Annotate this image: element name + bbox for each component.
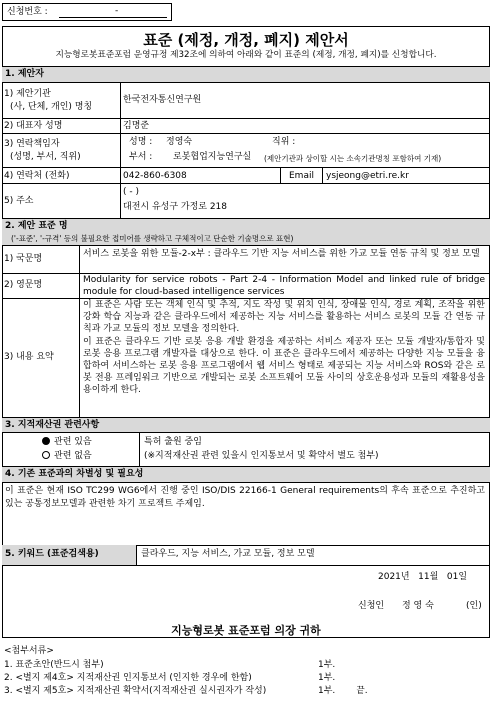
applicant-name[interactable]: 정 영 숙	[402, 601, 434, 611]
section-5-title: 5. 키워드 (표준검색용)	[5, 549, 99, 559]
radio-empty-icon[interactable]	[42, 451, 50, 459]
attachment-1-count: 1부.	[318, 660, 336, 670]
english-name-value[interactable]: Modularity for service robots - Part 2-4 - Information Model and linked rule of bridge module for cloud-based intelligence services	[83, 275, 485, 297]
content-summary-p2[interactable]: 이 표준은 클라우드 기반 로봇 응용 개발 환경을 제공하는 서비스 제공자 또는 모듈 개발자/통합자 및 로봇 응용 프로그램 개발자를 대상으로 한다. 이 표준은 클라우드에서 제공하는 다양한 지능 모듈을 융합하여 서비스하는 로봇 응용 프로그램에서 웹 서비스 형태로 제공되는 지능 서비스와 ROS와 같은 로봇 전용 프레임워크 기반으로 개발되는 로봇 소프트웨어 모듈 사이의 상호운용성과 모듈의 재활용성을 용이하게 한다.	[83, 337, 485, 395]
org-value[interactable]: 한국전자통신연구원	[123, 95, 202, 105]
applicant-label: 신청인	[358, 601, 385, 611]
org-label-1: 1) 제안기관	[4, 89, 51, 99]
contact-dept-value[interactable]: 로봇협업지능연구실	[173, 152, 252, 162]
form-title: 표준 (제정, 개정, 폐지) 제안서	[143, 31, 349, 49]
attachment-2: 2. <별지 제4호> 지적재산권 인지통보서 (인지한 경우에 한함)	[4, 673, 252, 683]
section-2-header	[2, 218, 490, 246]
email-value[interactable]: ysjeong@etri.re.kr	[326, 171, 409, 181]
contact-dept-label: 부서 :	[129, 152, 153, 162]
attachments-title: <첨부서류>	[4, 646, 54, 656]
contact-dept-note: (제안기관과 상이할 시는 소속기관명칭 포함하여 기재)	[264, 154, 442, 163]
section-4-header	[2, 466, 490, 483]
address-label: 5) 주소	[4, 196, 34, 206]
attachment-2-count: 1부.	[318, 673, 336, 683]
phone-value[interactable]: 042-860-6308	[123, 171, 187, 181]
end-mark: 끝.	[356, 686, 368, 696]
content-summary-label: 3) 내용 요약	[4, 352, 54, 362]
attachment-1: 1. 표준초안(반드시 첨부)	[4, 660, 104, 670]
rep-label: 2) 대표자 성명	[4, 121, 63, 131]
application-number-dash: -	[115, 6, 119, 16]
address-value[interactable]: 대전시 유성구 가정로 218	[123, 202, 228, 212]
rep-value[interactable]: 김명준	[123, 121, 150, 131]
section-4-text[interactable]: 이 표준은 현재 ISO TC299 WG6에서 진행 중인 ISO/DIS 22166-1 General requirements의 후속 표준으로 추진하고 있는 공통정보모델과 관련한 차기 프로젝트 주제임.	[5, 486, 485, 509]
ip-related-no-option[interactable]	[42, 451, 92, 462]
section-2-title: 2. 제안 표준 명	[5, 221, 68, 231]
section-5-label-cell	[2, 545, 137, 565]
ip-yes-value[interactable]: 특허 출원 중임	[144, 437, 202, 447]
application-number-label: 신청번호 :	[7, 7, 48, 17]
radio-filled-icon[interactable]	[42, 437, 50, 445]
section-2-note: ('-표준', '-규격' 등의 불필요한 접미어를 생략하고 구체적이고 단순한 기술명으로 표현)	[11, 234, 294, 243]
korean-name-value[interactable]: 서비스 로봇을 위한 모듈-2-x부 : 클라우드 기반 지능 서비스를 위한 가교 모듈 연동 규칙 및 정보 모델	[83, 249, 480, 259]
keywords-value[interactable]: 클라우드, 지능 서비스, 가교 모듈, 정보 모델	[141, 549, 315, 559]
ip-related-yes-label: 관련 있음	[54, 437, 92, 447]
contact-label-1: 3) 연락책임자	[4, 139, 60, 149]
submission-date[interactable]: 2021년 11월 01일	[378, 572, 468, 582]
section-1-header	[2, 66, 490, 83]
contact-position-label: 직위 :	[272, 137, 296, 147]
recipient: 지능형로봇 표준포럼 의장 귀하	[171, 624, 321, 637]
attachment-3-count: 1부.	[318, 686, 336, 696]
address-zip[interactable]: ( - )	[123, 187, 139, 197]
contact-label-2: (성명, 부서, 직위)	[10, 152, 81, 162]
ip-related-yes-option[interactable]	[42, 437, 92, 448]
section-3-title: 3. 지적재산권 관련사항	[5, 420, 100, 430]
application-number-box	[2, 3, 172, 21]
korean-name-label: 1) 국문명	[4, 254, 43, 264]
seal-mark: (인)	[466, 601, 482, 611]
section-4-title: 4. 기존 표준과의 차별성 및 필요성	[5, 469, 144, 479]
ip-no-value: (※지적재산권 관련 있을시 인지통보서 및 확약서 별도 첨부)	[144, 451, 379, 461]
english-name-label: 2) 영문명	[4, 280, 43, 290]
section-1-title: 1. 제안자	[5, 69, 44, 79]
contact-name-value[interactable]: 정영숙	[166, 137, 193, 147]
section-3-header	[2, 417, 490, 433]
phone-label: 4) 연락처 (전화)	[4, 171, 70, 181]
content-summary-p1[interactable]: 이 표준은 사람 또는 객체 인식 및 추적, 지도 작성 및 위치 인식, 장애물 인식, 경로 계획, 조작을 위한 강화 학습 지능과 같은 클라우드에서 제공하는 지능 서비스를 활용하는 서비스 로봇의 모듈 간 연동 규칙과 가교 모듈의 정보 모델을 정의한다.	[83, 300, 485, 334]
org-label-2: (사, 단체, 개인) 명칭	[10, 102, 93, 112]
form-subtitle: 지능형로봇표준포럼 운영규정 제32조에 의하여 아래와 같이 표준의 (제정, 개정, 폐지)를 신청합니다.	[55, 50, 437, 60]
email-label: Email	[289, 171, 314, 181]
attachment-3: 3. <별지 제5호> 지적재산권 확약서(지적재산권 실시권자가 작성)	[4, 686, 267, 696]
ip-related-no-label: 관련 없음	[54, 451, 92, 461]
contact-name-label: 성명 :	[129, 137, 153, 147]
